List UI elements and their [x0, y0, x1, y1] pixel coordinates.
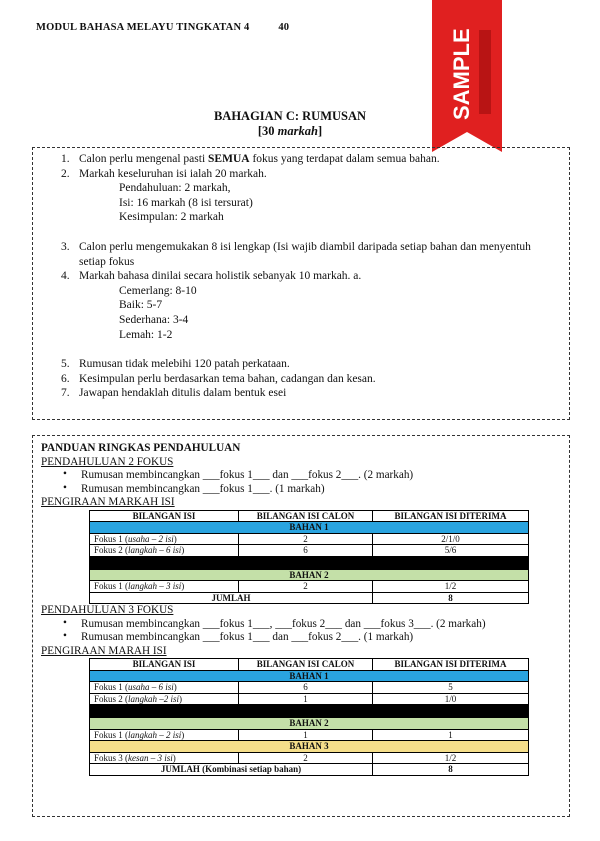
total-row — [90, 592, 529, 604]
section-heading: BAHAGIAN C: RUMUSAN — [213, 109, 367, 123]
bahan-2-row — [90, 718, 529, 730]
table-row — [90, 693, 529, 705]
calon-cell: 2 — [239, 581, 373, 593]
rule-text: Calon perlu mengenal pasti — [79, 153, 209, 165]
bahan-2-row — [90, 569, 529, 581]
guide-title: PANDUAN RINGKAS PENDAHULUAN — [41, 442, 241, 454]
rule-5 — [33, 357, 569, 372]
rule-number: 6. — [61, 372, 70, 385]
terima-cell: 5 — [373, 682, 529, 694]
rule-number: 7. — [61, 387, 70, 400]
rule-text: Kesimpulan perlu berdasarkan tema bahan, cadangan dan kesan. — [79, 372, 376, 385]
bullet-dot: • — [63, 481, 67, 494]
marks-open: [30 — [257, 124, 278, 138]
bullet-dot: • — [63, 630, 67, 642]
focus-label: Fokus 1 ( — [94, 682, 129, 692]
marks-close: ] — [317, 124, 323, 138]
rules-box — [32, 147, 570, 420]
rule-4-sub: Cemerlang: 8-10 — [119, 284, 197, 297]
page-header — [36, 22, 289, 33]
sample-stamp-text: SAMPLE — [449, 28, 474, 120]
focus-cell — [90, 545, 239, 557]
rule-3 — [33, 240, 569, 269]
separator-cell — [90, 556, 529, 569]
terima-cell: 1/2 — [373, 752, 529, 764]
intro-3-heading: PENDAHULUAN 3 FOKUS — [41, 604, 174, 616]
rule-number: 1. — [61, 153, 70, 165]
focus-detail: langkah – 6 isi — [128, 545, 182, 555]
bahan-label: BAHAN 1 — [90, 670, 529, 682]
focus-close: ) — [179, 693, 183, 704]
focus-label: Fokus 2 ( — [94, 693, 129, 704]
terima-cell: 5/6 — [373, 545, 529, 557]
focus-label: Fokus 1 ( — [94, 729, 129, 740]
bahan-label: BAHAN 2 — [90, 718, 529, 730]
col-header: BILANGAN ISI CALON — [239, 510, 373, 522]
rule-number: 3. — [61, 240, 70, 253]
total-value: 8 — [373, 764, 529, 776]
table-row — [90, 545, 529, 557]
terima-cell: 2/1/0 — [373, 533, 529, 545]
calon-cell: 1 — [239, 729, 373, 741]
calon-cell: 6 — [239, 545, 373, 557]
bullet-text: Rumusan membincangkan ___fokus 1___ dan ___fokus 2___. (2 markah) — [81, 469, 414, 481]
col-header: BILANGAN ISI DITERIMA — [373, 659, 529, 671]
col-header: BILANGAN ISI — [90, 659, 239, 671]
focus-detail: langkah –2 isi — [128, 693, 180, 704]
focus-close: ) — [172, 752, 176, 763]
focus-label: Fokus 3 ( — [94, 752, 129, 763]
marks-table-2 — [89, 658, 529, 776]
focus-label: Fokus 1 ( — [94, 581, 129, 591]
focus-close: ) — [173, 533, 177, 544]
separator-row — [90, 556, 529, 569]
table-row — [90, 581, 529, 593]
rule-4-sub: Sederhana: 3-4 — [119, 313, 189, 326]
bullet-dot: • — [63, 616, 67, 629]
total-value: 8 — [373, 592, 529, 604]
separator-row — [90, 705, 529, 718]
rule-2-sub: Pendahuluan: 2 markah, — [119, 182, 231, 195]
rule-text: Calon perlu mengemukakan 8 isi lengkap (Isi wajib diambil daripada setiap bahan dan menyentuh setiap fokus — [79, 240, 531, 268]
focus-detail: langkah – 2 isi — [128, 729, 182, 740]
bullet-dot: • — [63, 468, 67, 480]
rule-4-sub: Lemah: 1-2 — [119, 328, 173, 341]
marks-word: markah — [277, 124, 318, 138]
terima-cell: 1/2 — [373, 581, 529, 593]
total-label: JUMLAH (Kombinasi setiap bahan) — [90, 764, 373, 776]
focus-cell — [90, 729, 239, 741]
table-header-row — [90, 510, 529, 522]
focus-cell — [90, 581, 239, 593]
rule-text: fokus yang terdapat dalam semua bahan. — [249, 153, 440, 165]
rule-4 — [33, 269, 569, 284]
intro-2-bullet — [41, 483, 561, 497]
rule-text: Jawapan hendaklah ditulis dalam bentuk esei — [79, 387, 287, 400]
bahan-label: BAHAN 3 — [90, 741, 529, 753]
table-row — [90, 682, 529, 694]
calon-cell: 2 — [239, 533, 373, 545]
table-row — [90, 533, 529, 545]
focus-cell — [90, 533, 239, 545]
bullet-text: Rumusan membincangkan ___fokus 1___, ___fokus 2___ dan ___fokus 3___. (2 markah) — [81, 617, 486, 630]
rule-4-sub: Baik: 5-7 — [119, 299, 163, 312]
bullet-text: Rumusan membincangkan ___fokus 1___ dan ___fokus 2___. (1 markah) — [81, 631, 414, 643]
bahan-label: BAHAN 1 — [90, 522, 529, 534]
separator-cell — [90, 705, 529, 718]
section-title — [0, 109, 580, 139]
rule-emphasis: SEMUA — [208, 153, 250, 165]
bahan-1-row — [90, 522, 529, 534]
total-row — [90, 764, 529, 776]
rule-7 — [33, 386, 569, 401]
rule-2-sub: Kesimpulan: 2 markah — [119, 211, 224, 224]
terima-cell: 1 — [373, 729, 529, 741]
calon-cell: 2 — [239, 752, 373, 764]
intro-2-bullet — [41, 469, 561, 483]
rule-1 — [33, 152, 569, 167]
calon-cell: 1 — [239, 693, 373, 705]
bahan-label: BAHAN 2 — [90, 569, 529, 581]
module-title: MODUL BAHASA MELAYU TINGKATAN 4 — [36, 22, 250, 33]
bahan-3-row — [90, 741, 529, 753]
ribbon-accent — [479, 30, 491, 114]
focus-detail: langkah – 3 isi — [128, 581, 182, 591]
focus-label: Fokus 1 ( — [94, 533, 129, 544]
table-row — [90, 752, 529, 764]
total-label: JUMLAH — [90, 592, 373, 604]
calon-cell: 6 — [239, 682, 373, 694]
focus-label: Fokus 2 ( — [94, 545, 129, 555]
page-number: 40 — [278, 22, 290, 33]
focus-cell — [90, 752, 239, 764]
guide-box — [32, 435, 570, 817]
col-header: BILANGAN ISI — [90, 510, 239, 522]
focus-detail: kesan – 3 isi — [128, 752, 173, 763]
section-marks — [0, 124, 580, 139]
focus-detail: usaha – 2 isi — [128, 533, 174, 544]
table-header-row — [90, 659, 529, 671]
rule-6 — [33, 372, 569, 387]
intro-3-bullet — [41, 631, 561, 645]
focus-close: ) — [173, 682, 177, 692]
intro-2-heading: PENDAHULUAN 2 FOKUS — [41, 455, 174, 468]
rule-text: Rumusan tidak melebihi 120 patah perkataan. — [79, 358, 290, 371]
marks-table-1 — [89, 510, 529, 605]
focus-detail: usaha – 6 isi — [128, 682, 174, 692]
focus-close: ) — [181, 581, 185, 591]
rule-number: 2. — [61, 167, 70, 180]
guide-content — [41, 442, 561, 776]
bahan-1-row — [90, 670, 529, 682]
col-header: BILANGAN ISI DITERIMA — [373, 510, 529, 522]
bullet-text: Rumusan membincangkan ___fokus 1___. (1 markah) — [81, 482, 325, 495]
focus-cell — [90, 682, 239, 694]
focus-cell — [90, 693, 239, 705]
intro-3-bullet — [41, 618, 561, 632]
rule-text: Markah bahasa dinilai secara holistik sebanyak 10 markah. a. — [79, 270, 362, 283]
rule-number: 5. — [61, 358, 70, 371]
table-row — [90, 729, 529, 741]
focus-close: ) — [181, 545, 185, 555]
rule-2 — [33, 167, 569, 182]
focus-close: ) — [181, 729, 185, 740]
rule-number: 4. — [61, 270, 70, 283]
col-header: BILANGAN ISI CALON — [239, 659, 373, 671]
table-2-heading: PENGIRAAN MARAH ISI — [41, 644, 167, 657]
rule-2-sub: Isi: 16 markah (8 isi tersurat) — [119, 196, 253, 209]
terima-cell: 1/0 — [373, 693, 529, 705]
rule-text: Markah keseluruhan isi ialah 20 markah. — [79, 167, 267, 180]
rules-list — [33, 152, 569, 401]
table-1-heading: PENGIRAAN MARKAH ISI — [41, 496, 175, 508]
